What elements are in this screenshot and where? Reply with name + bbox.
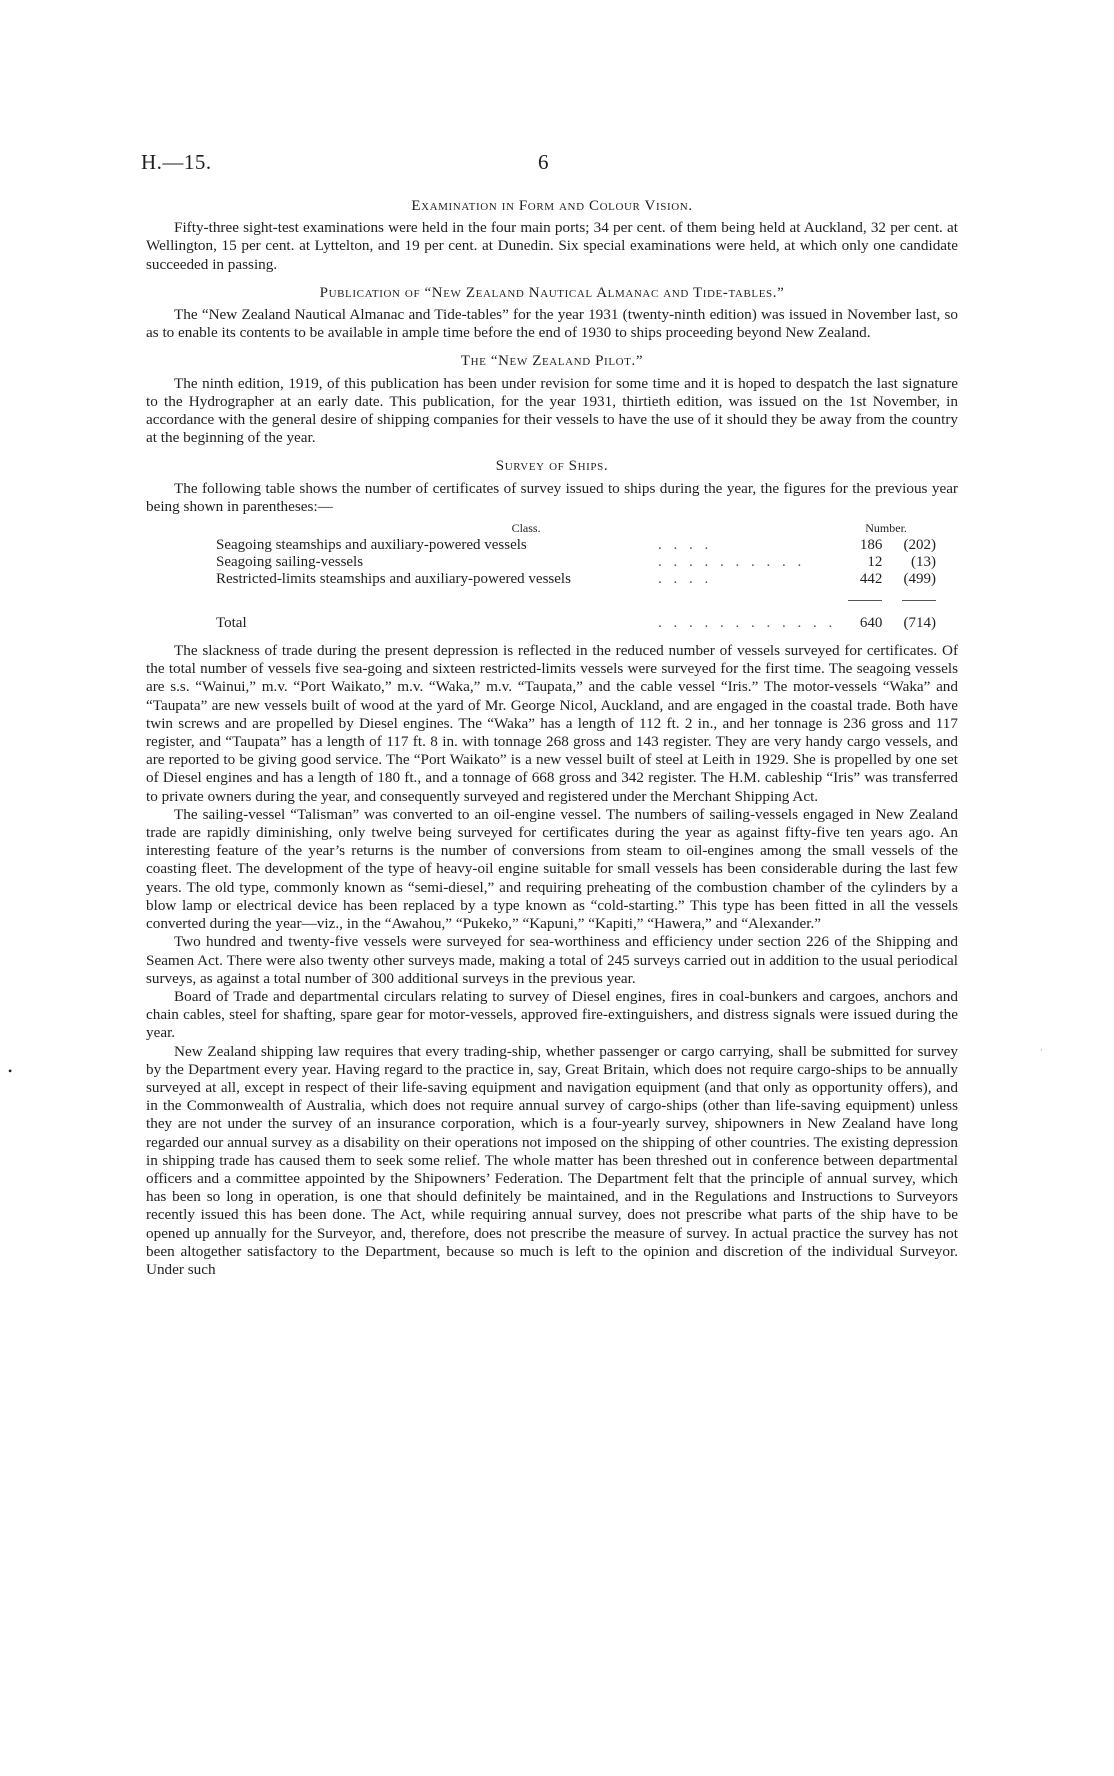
leader-dots: . . . . — [657, 571, 713, 588]
paragraph: The “New Zealand Nautical Almanac and Tide-tables” for the year 1931 (twenty-ninth edition) was issued in November last, so as to enable its contents to be available in ample time before the end of 1930 to ships proceeding beyond New Zealand. — [146, 306, 958, 342]
document-reference: H.—15. — [141, 150, 212, 174]
total-rule — [848, 600, 882, 601]
row-class-label: Restricted-limits steamships and auxiliary-powered vessels — [216, 571, 571, 588]
table-header-row — [216, 520, 936, 537]
total-rule — [902, 600, 936, 601]
paragraph: The sailing-vessel “Talisman” was converted to an oil-engine vessel. The numbers of sailing-vessels engaged in New Zealand trade are rapidly diminishing, only twelve being surveyed for certificates during the year as against fifty-five ten years ago. An interesting feature of the year’s returns is the number of conversions from steam to oil-engines among the small vessels of the coasting fleet. The development of the type of heavy-oil engine suitable for small vessels has been considerable during the last few years. The old type, commonly known as “semi-diesel,” and requiring preheating of the combustion chamber of the cylinders by a blow lamp or electrical device has been replaced by a type known as “cold-starting.” This type has been fitted in all the vessels converted during the year—viz., in the “Awahou,” “Pukeko,” “Kapuni,” “Kapiti,” “Hawera,” and “Alexander.” — [146, 805, 958, 933]
paragraph: Fifty-three sight-test examinations were held in the four main ports; 34 per cent. of them being held at Auckland, 32 per cent. at Wellington, 15 per cent. at Lyttelton, and 19 per cent. at Dunedin. Six special examinations were held, at which only one candidate succeeded in passing. — [146, 219, 958, 273]
total-previous: (714) — [903, 615, 936, 632]
table-row — [216, 571, 936, 588]
paragraph: The following table shows the number of certificates of survey issued to ships during the year, the figures for the previous year being shown in parentheses:— — [146, 479, 958, 515]
scan-mark: • — [8, 1064, 13, 1078]
section-heading-almanac: Publication of “New Zealand Nautical Almanac and Tide-tables.” — [319, 284, 785, 301]
row-class-label: Seagoing steamships and auxiliary-powered vessels — [216, 537, 527, 554]
column-header-class: Class. — [511, 521, 541, 536]
total-number: 640 — [859, 615, 883, 632]
row-number: 186 — [859, 537, 883, 554]
column-header-number: Number. — [865, 521, 907, 536]
scan-mark: · — [1040, 1046, 1043, 1055]
leader-dots: . . . . . . . . . . . . — [657, 615, 837, 632]
page-number: 6 — [538, 150, 549, 174]
leader-dots: . . . . . . . . . . — [657, 554, 806, 571]
table-row — [216, 537, 936, 554]
row-previous: (202) — [903, 537, 936, 554]
paragraph: The ninth edition, 1919, of this publication has been under revision for some time and it is hoped to despatch the last signature to the Hydrographer at an early date. This publication, for the year 1931, thirtieth edition, was issued on the 1st November, in accordance with the general desire of shipping companies for their vessels to have the use of it should they be away from the country at the beginning of the year. — [146, 374, 958, 447]
leader-dots: . . . . — [657, 537, 713, 554]
table-total-row — [216, 609, 936, 642]
row-number: 442 — [859, 571, 883, 588]
table-row — [216, 554, 936, 571]
row-number: 12 — [867, 554, 883, 571]
survey-certificates-table — [216, 520, 936, 642]
section-heading-survey: Survey of Ships. — [495, 458, 609, 475]
section-heading-pilot: The “New Zealand Pilot.” — [460, 353, 644, 370]
paragraph: Board of Trade and departmental circulars relating to survey of Diesel engines, fires in coal-bunkers and cargoes, anchors and chain cables, steel for shafting, spare gear for motor-vessels, approved fire-extinguishers, and distress signals were issued during the year. — [146, 987, 958, 1042]
paragraph: The slackness of trade during the present depression is reflected in the reduced number of vessels surveyed for certificates. Of the total number of vessels five sea-going and sixteen restricted-limits vessels were surveyed for the first time. The seagoing vessels are s.s. “Wainui,” m.v. “Port Waikato,” m.v. “Waka,” m.v. “Taupata,” and the cable vessel “Iris.” The motor-vessels “Waka” and “Taupata” are new vessels built of wood at the yard of Mr. George Nicol, Auckland, and are engaged in the coastal trade. Both have twin screws and are propelled by Diesel engines. The “Waka” has a length of 112 ft. 2 in., and her tonnage is 236 gross and 117 register, and “Taupata” has a length of 117 ft. 8 in. with tonnage 268 gross and 143 register. They are very handy cargo vessels, and are reported to be giving good service. The “Port Waikato” is a new vessel built of steel at Leith in 1929. She is propelled by one set of Diesel engines and has a length of 180 ft., and a tonnage of 668 gross and 342 register. The H.M. cableship “Iris” was transferred to private owners during the year, and consequently surveyed and registered under the Merchant Shipping Act. — [146, 642, 958, 805]
document-body — [146, 197, 958, 1279]
table-rule-row — [216, 588, 936, 609]
section-heading-colour-vision: Examination in Form and Colour Vision. — [411, 198, 693, 214]
paragraph: Two hundred and twenty-five vessels were surveyed for sea-worthiness and efficiency under section 226 of the Shipping and Seamen Act. There were also twenty other surveys made, making a total of 245 surveys carried out in addition to the usual periodical surveys, as against a total number of 300 additional surveys in the previous year. — [146, 933, 958, 987]
paragraph: New Zealand shipping law requires that every trading-ship, whether passenger or cargo carrying, shall be submitted for survey by the Department every year. Having regard to the practice in, say, Great Britain, which does not require cargo-ships to be annually surveyed at all, except in respect of their life-saving equipment and navigation equipment (and that only as opportunity offers), and in the Commonwealth of Australia, which does not require annual survey of cargo-ships (other than life-saving equipment) unless they are not under the survey of an insurance corporation, which is a four-yearly survey, shipowners in New Zealand have long regarded our annual survey as a disability on their operations not imposed on the shipping of other countries. The existing depression in shipping trade has caused them to seek some relief. The whole matter has been threshed out in conference between departmental officers and a committee appointed by the Shipowners’ Federation. The Department felt that the principle of annual survey, which has been so long in operation, is one that should definitely be maintained, and in the Regulations and Instructions to Surveyors recently issued this has been done. The Act, while requiring annual survey, does not prescribe what parts of the ship have to be opened up annually for the Surveyor, and, therefore, does not prescribe the measure of survey. In actual practice the survey has not been altogether satisfactory to the Department, because so much is left to the opinion and discretion of the individual Surveyor. Under such — [146, 1042, 958, 1278]
row-class-label: Seagoing sailing-vessels — [216, 554, 364, 571]
row-previous: (13) — [911, 554, 936, 571]
row-previous: (499) — [903, 571, 936, 588]
total-label: Total — [216, 615, 247, 632]
